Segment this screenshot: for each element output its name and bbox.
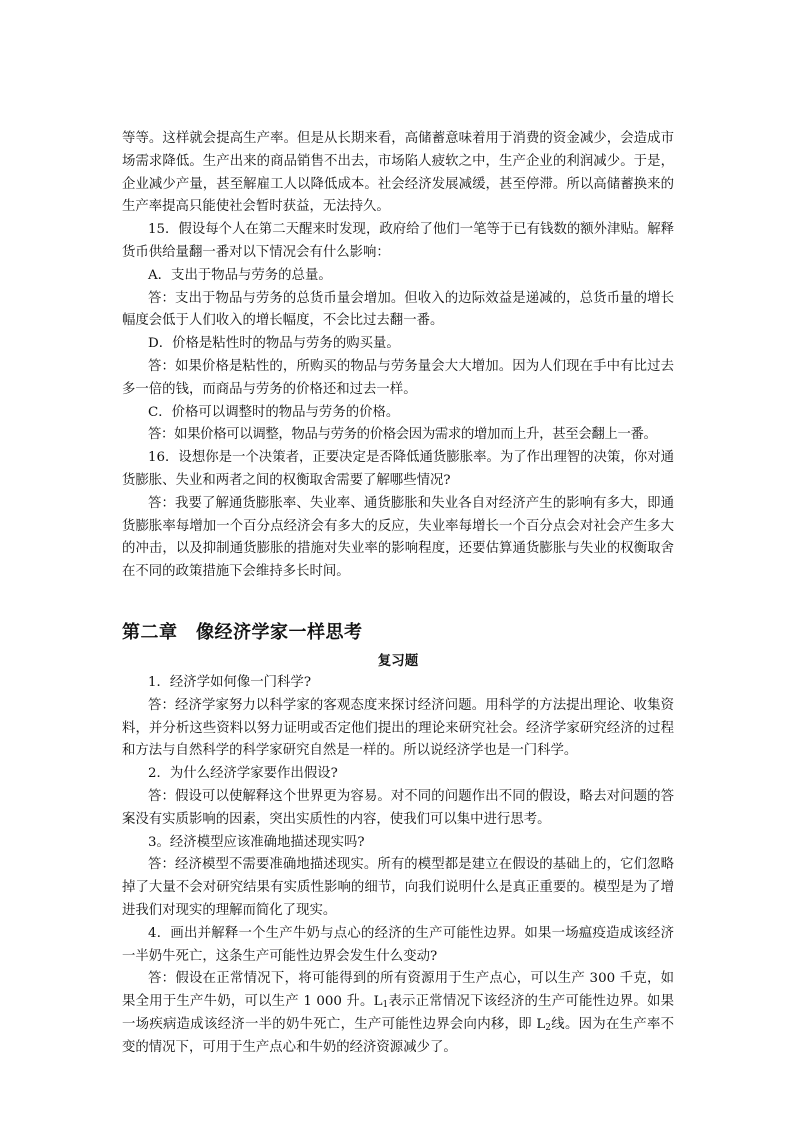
question-15: 15．假设每个人在第二天醒来时发现，政府给了他们一笔等于已有钱数的额外津贴。解释货币供给量翻一番对以下情况会有什么影响： (122, 222, 674, 260)
question-4: 4．画出并解释一个生产牛奶与点心的经济的生产可能性边界。如果一场瘟疫造成该经济一半奶牛死亡，这条生产可能性边界会发生什么变动? (122, 925, 674, 964)
chapter-title: 第二章 像经济学家一样思考 (122, 621, 363, 643)
question-2: 2．为什么经济学家要作出假设? (148, 766, 338, 782)
question-15-c: C．价格可以调整时的物品与劳务的价格。 (148, 404, 400, 420)
question-1: 1．经济学如何像一门科学? (148, 674, 311, 690)
answer-4-part-b: 表示正常情况下该经济的生产可能性边界。如果一场疾病造成该经济一半的奶牛死亡，生产可能性边界会向内移，即 L (122, 994, 674, 1032)
answer-1: 答：经济学家努力以科学家的客观态度来探讨经济问题。用科学的方法提出理论、收集资料，并分析这些资料以努力证明或否定他们提出的理论来研究社会。经济学家研究经济的过程和方法与自然科学的科学家研究自然是一样的。所以说经济学也是一门科学。 (122, 697, 674, 759)
paragraph-continuation: 等等。这样就会提高生产率。但是从长期来看，高储蓄意味着用于消费的资金减少，会造成市场需求降低。生产出来的商品销售不出去，市场陷人疲软之中，生产企业的利润减少。于是，企业减少产量，甚至解雇工人以降低成本。社会经济发展减缓，甚至停滞。所以高储蓄换来的生产率提高只能使社会暂时获益，无法持久。 (122, 131, 674, 215)
question-15-d: D．价格是粘性时的物品与劳务的购买量。 (148, 336, 400, 352)
question-15-a: A．支出于物品与劳务的总量。 (148, 267, 332, 283)
subscript-2: 2 (545, 1022, 552, 1033)
answer-15-c: 答：如果价格可以调整，物品与劳务的价格会因为需求的增加而上升，甚至会翻上一番。 (148, 427, 657, 443)
answer-4 (122, 968, 674, 1059)
answer-2: 答：假设可以使解释这个世界更为容易。对不同的问题作出不同的假设，略去对问题的答案没有实质影响的因素，突出实质性的内容，使我们可以集中进行思考。 (122, 788, 674, 827)
answer-15-a: 答：支出于物品与劳务的总货币量会增加。但收入的边际效益是递减的，总货币量的增长幅度会低于人们收入的增长幅度，不会比过去翻一番。 (122, 290, 674, 329)
question-16: 16．设想你是一个决策者，正要决定是否降低通货膨胀率。为了作出理智的决策，你对通货膨胀、失业和两者之间的权衡取舍需要了解哪些情况? (122, 450, 674, 488)
answer-3: 答：经济模型不需要准确地描述现实。所有的模型都是建立在假设的基础上的，它们忽略掉了大量不会对研究结果有实质性影响的细节，向我们说明什么是真正重要的。模型是为了增进我们对现实的理解而简化了现实。 (122, 857, 674, 918)
answer-15-d: 答：如果价格是粘性的，所购买的物品与劳务量会大大增加。因为人们现在手中有比过去多一倍的钱，而商品与劳务的价格还和过去一样。 (122, 358, 674, 397)
question-3: 3。经济模型应该准确地描述现实吗? (148, 834, 365, 850)
document-page (122, 128, 674, 1059)
answer-4-part-c: 线。因为在生产率不变的情况下，可用于生产点心和牛奶的经济资源减少了。 (122, 1016, 674, 1055)
subscript-1: 1 (382, 1000, 389, 1011)
section-subtitle: 复习题 (377, 652, 419, 669)
answer-16: 答：我要了解通货膨胀率、失业率、通货膨胀和失业各自对经济产生的影响有多大，即通货膨胀率每增加一个百分点经济会有多大的反应，失业率每增长一个百分点会对社会产生多大的冲击，以及抑制通货膨胀的措施对失业率的影响程度，还要估算通货膨胀与失业的权衡取舍在不同的政策措施下会维持多长时间。 (122, 495, 674, 580)
answer-4-part-a: 答：假设在正常情况下，将可能得到的所有资源用于生产点心，可以生产 300 千克，如果全用于生产牛奶，可以生产 1 000 升。L (122, 971, 674, 1010)
